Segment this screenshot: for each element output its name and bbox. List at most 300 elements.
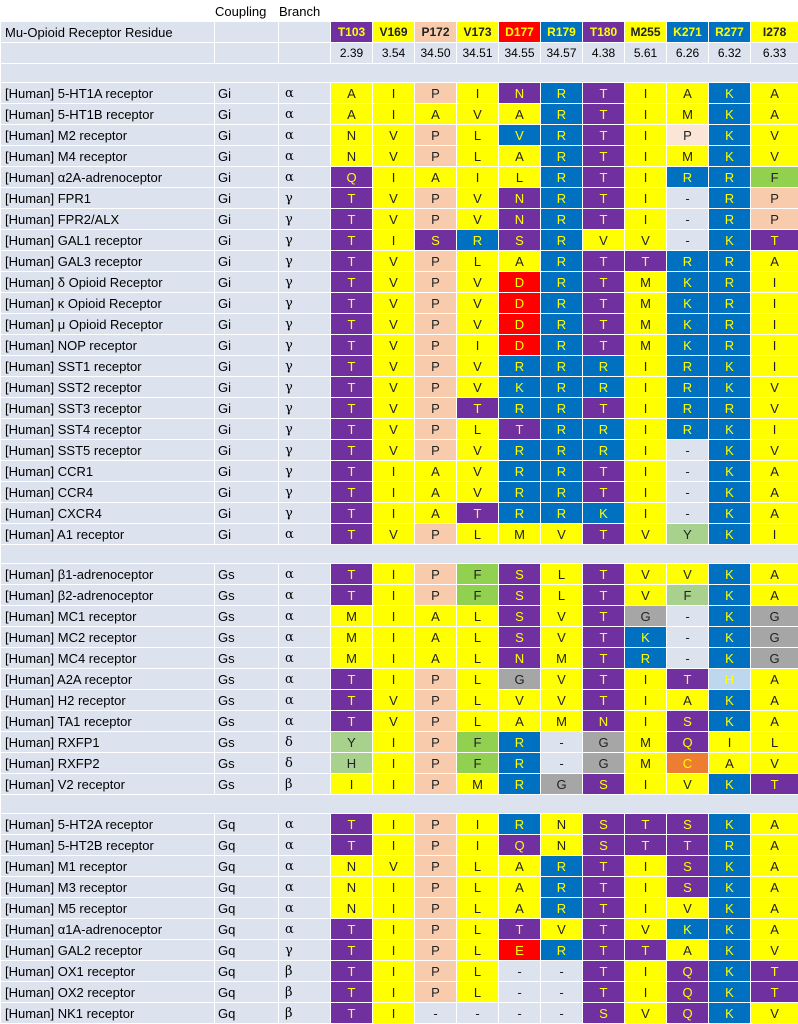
residue-cell: C <box>667 753 709 774</box>
residue-cell: S <box>583 814 625 835</box>
residue-cell: N <box>331 898 373 919</box>
branch-value: γ <box>279 356 331 377</box>
residue-cell: A <box>667 940 709 961</box>
residue-cell: T <box>331 982 373 1003</box>
residue-cell: I <box>751 524 798 545</box>
residue-cell: R <box>667 398 709 419</box>
residue-cell: S <box>499 627 541 648</box>
residue-cell: P <box>667 125 709 146</box>
coupling-value: Gi <box>215 356 279 377</box>
residue-cell: L <box>457 877 499 898</box>
residue-cell: F <box>751 167 798 188</box>
residue-cell: M <box>331 627 373 648</box>
branch-value: δ <box>279 732 331 753</box>
residue-cell: T <box>331 711 373 732</box>
branch-value: α <box>279 648 331 669</box>
residue-cell: A <box>331 83 373 104</box>
residue-cell: I <box>373 461 415 482</box>
residue-cell: K <box>709 230 751 251</box>
residue-cell: N <box>331 877 373 898</box>
residue-cell: T <box>583 898 625 919</box>
receptor-name: [Human] NOP receptor <box>1 335 215 356</box>
residue-cell: M <box>541 648 583 669</box>
residue-cell: V <box>457 104 499 125</box>
residue-cell: P <box>415 564 457 585</box>
residue-cell: L <box>457 669 499 690</box>
residue-cell: V <box>625 585 667 606</box>
residue-cell: I <box>625 690 667 711</box>
receptor-row <box>1 419 798 440</box>
residue-cell: K <box>709 711 751 732</box>
receptor-row <box>1 314 798 335</box>
residue-cell: A <box>751 83 798 104</box>
residue-cell: P <box>415 732 457 753</box>
receptor-row <box>1 524 798 545</box>
residue-cell: L <box>457 940 499 961</box>
residue-cell: I <box>625 877 667 898</box>
residue-cell: N <box>331 146 373 167</box>
residue-cell: K <box>667 335 709 356</box>
residue-cell: N <box>541 814 583 835</box>
residue-cell: P <box>415 753 457 774</box>
residue-cell: I <box>373 482 415 503</box>
residue-cell: A <box>751 461 798 482</box>
coupling-value: Gs <box>215 711 279 732</box>
receptor-name: [Human] 5-HT1B receptor <box>1 104 215 125</box>
residue-cell: P <box>415 774 457 795</box>
receptor-row <box>1 606 798 627</box>
residue-cell: T <box>583 314 625 335</box>
group-spacer <box>1 64 798 83</box>
residue-cell: - <box>667 461 709 482</box>
coupling-value: Gs <box>215 732 279 753</box>
residue-cell: N <box>331 856 373 877</box>
residue-cell: M <box>331 606 373 627</box>
residue-cell: A <box>415 167 457 188</box>
residue-cell: T <box>583 648 625 669</box>
residue-cell: V <box>373 398 415 419</box>
residue-cell: T <box>331 419 373 440</box>
residue-cell: G <box>499 669 541 690</box>
residue-cell: P <box>415 669 457 690</box>
coupling-header: Coupling <box>215 1 279 22</box>
coupling-value: Gi <box>215 167 279 188</box>
receptor-name: [Human] FPR1 <box>1 188 215 209</box>
residue-cell: K <box>583 503 625 524</box>
residue-cell: K <box>709 606 751 627</box>
residue-cell: L <box>457 856 499 877</box>
coupling-value: Gi <box>215 419 279 440</box>
residue-cell: R <box>709 272 751 293</box>
residue-cell: K <box>709 982 751 1003</box>
coupling-value: Gq <box>215 982 279 1003</box>
residue-cell: I <box>751 272 798 293</box>
residue-cell: M <box>667 104 709 125</box>
residue-cell: T <box>457 503 499 524</box>
receptor-row <box>1 293 798 314</box>
residue-cell: T <box>331 524 373 545</box>
residue-cell: V <box>751 1003 798 1024</box>
residue-cell: P <box>415 711 457 732</box>
residue-cell: I <box>373 919 415 940</box>
receptor-name: [Human] M4 receptor <box>1 146 215 167</box>
residue-cell: S <box>499 585 541 606</box>
branch-value: α <box>279 146 331 167</box>
residue-cell: P <box>415 814 457 835</box>
residue-cell: R <box>457 230 499 251</box>
residue-cell: Q <box>499 835 541 856</box>
residue-cell: A <box>415 482 457 503</box>
residue-cell: T <box>499 419 541 440</box>
residue-cell: V <box>541 919 583 940</box>
residue-cell: R <box>541 398 583 419</box>
coupling-value: Gi <box>215 230 279 251</box>
residue-cell: T <box>331 585 373 606</box>
residue-cell: V <box>373 188 415 209</box>
residue-cell: I <box>625 982 667 1003</box>
residue-cell: I <box>373 627 415 648</box>
residue-cell: I <box>457 83 499 104</box>
residue-cell: V <box>541 524 583 545</box>
residue-cell: A <box>709 753 751 774</box>
residue-cell: T <box>583 104 625 125</box>
coupling-value: Gi <box>215 524 279 545</box>
branch-header: Branch <box>279 1 331 22</box>
residue-cell: N <box>499 209 541 230</box>
residue-cell: I <box>625 209 667 230</box>
coupling-value: Gi <box>215 272 279 293</box>
branch-value: β <box>279 1003 331 1024</box>
residue-cell: I <box>457 167 499 188</box>
residue-cell: M <box>625 753 667 774</box>
residue-cell: - <box>499 961 541 982</box>
receptor-row <box>1 146 798 167</box>
residue-cell: I <box>625 503 667 524</box>
residue-cell: S <box>499 230 541 251</box>
residue-cell: Q <box>667 961 709 982</box>
coupling-value: Gs <box>215 774 279 795</box>
residue-cell: I <box>751 419 798 440</box>
receptor-row <box>1 209 798 230</box>
receptor-name: [Human] A1 receptor <box>1 524 215 545</box>
residue-cell: S <box>667 814 709 835</box>
residue-cell: R <box>709 314 751 335</box>
residue-cell: S <box>415 230 457 251</box>
residue-cell: T <box>583 564 625 585</box>
residue-label: T180 <box>583 22 625 43</box>
residue-cell: R <box>541 482 583 503</box>
receptor-row <box>1 356 798 377</box>
residue-cell: T <box>583 982 625 1003</box>
receptor-name: [Human] OX2 receptor <box>1 982 215 1003</box>
residue-number: 2.39 <box>331 43 373 64</box>
residue-cell: T <box>331 398 373 419</box>
residue-cell: K <box>709 419 751 440</box>
residue-cell: M <box>625 293 667 314</box>
branch-value: α <box>279 856 331 877</box>
residue-cell: R <box>499 732 541 753</box>
residue-cell: V <box>541 669 583 690</box>
branch-value: γ <box>279 503 331 524</box>
coupling-value: Gq <box>215 835 279 856</box>
residue-cell: S <box>667 856 709 877</box>
branch-value: α <box>279 711 331 732</box>
residue-cell: A <box>415 503 457 524</box>
residue-cell: I <box>331 774 373 795</box>
residue-cell: V <box>751 753 798 774</box>
receptor-name: [Human] 5-HT2B receptor <box>1 835 215 856</box>
residue-cell: R <box>499 440 541 461</box>
residue-cell: L <box>457 648 499 669</box>
residue-cell: A <box>751 669 798 690</box>
residue-cell: P <box>415 856 457 877</box>
branch-value: γ <box>279 335 331 356</box>
residue-cell: R <box>667 377 709 398</box>
residue-cell: V <box>541 690 583 711</box>
residue-cell: P <box>415 293 457 314</box>
residue-cell: G <box>583 732 625 753</box>
residue-label: R179 <box>541 22 583 43</box>
residue-cell: Q <box>667 1003 709 1024</box>
branch-value: α <box>279 814 331 835</box>
residue-cell: T <box>331 919 373 940</box>
receptor-name: [Human] CCR4 <box>1 482 215 503</box>
receptor-row <box>1 335 798 356</box>
residue-cell: R <box>541 167 583 188</box>
residue-cell: P <box>415 125 457 146</box>
residue-cell: A <box>751 503 798 524</box>
receptor-name: [Human] SST1 receptor <box>1 356 215 377</box>
residue-cell: T <box>583 961 625 982</box>
residue-cell: T <box>583 919 625 940</box>
residue-cell: K <box>667 919 709 940</box>
residue-cell: K <box>709 440 751 461</box>
residue-cell: R <box>541 461 583 482</box>
residue-cell: K <box>709 856 751 877</box>
residue-cell: T <box>499 919 541 940</box>
receptor-row <box>1 188 798 209</box>
residue-cell: T <box>751 774 798 795</box>
residue-cell: R <box>541 898 583 919</box>
coupling-value: Gq <box>215 940 279 961</box>
residue-cell: M <box>667 146 709 167</box>
residue-cell: V <box>751 146 798 167</box>
residue-cell: A <box>751 482 798 503</box>
residue-cell: T <box>331 482 373 503</box>
residue-cell: D <box>499 314 541 335</box>
receptor-row <box>1 83 798 104</box>
residue-cell: S <box>667 711 709 732</box>
residue-cell: K <box>499 377 541 398</box>
residue-cell: I <box>373 835 415 856</box>
residue-cell: M <box>499 524 541 545</box>
residue-cell: P <box>415 209 457 230</box>
residue-cell: R <box>667 251 709 272</box>
coupling-value: Gi <box>215 251 279 272</box>
coupling-value: Gs <box>215 753 279 774</box>
residue-cell: D <box>499 335 541 356</box>
receptor-name: [Human] MC2 receptor <box>1 627 215 648</box>
residue-cell: I <box>373 585 415 606</box>
receptor-name: [Human] 5-HT1A receptor <box>1 83 215 104</box>
residue-cell: A <box>415 627 457 648</box>
residue-cell: A <box>499 251 541 272</box>
residue-cell: P <box>415 356 457 377</box>
residue-cell: R <box>709 835 751 856</box>
coupling-value: Gq <box>215 856 279 877</box>
residue-cell: N <box>583 711 625 732</box>
branch-value: γ <box>279 440 331 461</box>
residue-cell: T <box>625 814 667 835</box>
residue-cell: R <box>541 272 583 293</box>
residue-label: P172 <box>415 22 457 43</box>
residue-cell: A <box>499 711 541 732</box>
branch-value: γ <box>279 293 331 314</box>
residue-cell: R <box>709 251 751 272</box>
residue-cell: P <box>415 982 457 1003</box>
residue-cell: A <box>499 856 541 877</box>
receptor-name: [Human] OX1 receptor <box>1 961 215 982</box>
residue-cell: K <box>709 898 751 919</box>
branch-value: γ <box>279 251 331 272</box>
residue-cell: P <box>415 585 457 606</box>
group-spacer <box>1 795 798 814</box>
residue-cell: L <box>499 167 541 188</box>
residue-cell: V <box>751 440 798 461</box>
residue-header: Mu-Opioid Receptor Residue <box>1 22 215 43</box>
residue-cell: M <box>541 711 583 732</box>
residue-cell: A <box>751 814 798 835</box>
coupling-value: Gi <box>215 482 279 503</box>
receptor-name: [Human] RXFP2 <box>1 753 215 774</box>
coupling-value: Gi <box>215 125 279 146</box>
branch-value: γ <box>279 398 331 419</box>
residue-cell: I <box>373 898 415 919</box>
residue-cell: - <box>541 753 583 774</box>
residue-cell: M <box>457 774 499 795</box>
receptor-row <box>1 898 798 919</box>
residue-cell: A <box>499 104 541 125</box>
branch-value: α <box>279 690 331 711</box>
residue-cell: L <box>457 919 499 940</box>
residue-cell: T <box>583 524 625 545</box>
residue-label: T103 <box>331 22 373 43</box>
receptor-rows <box>1 64 798 1024</box>
receptor-name: [Human] δ Opioid Receptor <box>1 272 215 293</box>
residue-cell: K <box>709 690 751 711</box>
residue-cell: I <box>751 293 798 314</box>
residue-cell: V <box>373 314 415 335</box>
residue-cell: V <box>373 377 415 398</box>
residue-cell: I <box>625 856 667 877</box>
branch-value: α <box>279 125 331 146</box>
residue-cell: V <box>373 335 415 356</box>
branch-value: γ <box>279 419 331 440</box>
receptor-name: [Human] RXFP1 <box>1 732 215 753</box>
residue-cell: V <box>373 146 415 167</box>
receptor-row <box>1 669 798 690</box>
residue-cell: T <box>583 146 625 167</box>
residue-cell: - <box>667 440 709 461</box>
receptor-row <box>1 856 798 877</box>
residue-number: 5.61 <box>625 43 667 64</box>
coupling-value: Gi <box>215 293 279 314</box>
coupling-value: Gi <box>215 503 279 524</box>
residue-cell: R <box>499 398 541 419</box>
residue-cell: R <box>709 335 751 356</box>
residue-cell: N <box>331 125 373 146</box>
receptor-name: [Human] FPR2/ALX <box>1 209 215 230</box>
receptor-row <box>1 690 798 711</box>
residue-cell: R <box>541 188 583 209</box>
residue-cell: N <box>499 648 541 669</box>
residue-number: 6.26 <box>667 43 709 64</box>
residue-cell: L <box>457 419 499 440</box>
residue-cell: T <box>583 461 625 482</box>
residue-cell: I <box>373 877 415 898</box>
coupling-value: Gs <box>215 585 279 606</box>
residue-cell: I <box>373 230 415 251</box>
residue-cell: P <box>415 961 457 982</box>
residue-label: V173 <box>457 22 499 43</box>
residue-cell: K <box>709 482 751 503</box>
receptor-row <box>1 835 798 856</box>
residue-cell: T <box>457 398 499 419</box>
residue-cell: K <box>709 877 751 898</box>
residue-cell: A <box>667 83 709 104</box>
residue-cell: R <box>541 146 583 167</box>
residue-cell: V <box>625 1003 667 1024</box>
residue-cell: R <box>499 482 541 503</box>
residue-cell: R <box>583 377 625 398</box>
residue-cell: S <box>583 774 625 795</box>
residue-cell: Q <box>667 982 709 1003</box>
residue-cell: R <box>625 648 667 669</box>
residue-cell: P <box>415 188 457 209</box>
residue-cell: P <box>415 377 457 398</box>
residue-cell: T <box>583 125 625 146</box>
residue-number: 4.38 <box>583 43 625 64</box>
residue-cell: R <box>709 188 751 209</box>
residue-cell: R <box>499 774 541 795</box>
residue-cell: L <box>541 564 583 585</box>
receptor-name: [Human] κ Opioid Receptor <box>1 293 215 314</box>
residue-cell: K <box>709 940 751 961</box>
residue-label: D177 <box>499 22 541 43</box>
branch-value: γ <box>279 482 331 503</box>
residue-cell: T <box>583 335 625 356</box>
residue-cell: L <box>541 585 583 606</box>
residue-cell: - <box>541 961 583 982</box>
receptor-row <box>1 461 798 482</box>
residue-cell: R <box>667 356 709 377</box>
residue-cell: I <box>373 961 415 982</box>
branch-value: δ <box>279 753 331 774</box>
residue-cell: - <box>667 627 709 648</box>
residue-cell: K <box>709 648 751 669</box>
residue-cell: I <box>625 419 667 440</box>
residue-cell: T <box>583 251 625 272</box>
residue-cell: L <box>457 898 499 919</box>
header-row-residues <box>1 22 798 43</box>
residue-cell: V <box>373 419 415 440</box>
residue-cell: T <box>331 461 373 482</box>
residue-cell: T <box>583 585 625 606</box>
residue-cell: Y <box>331 732 373 753</box>
residue-cell: R <box>667 167 709 188</box>
residue-cell: T <box>583 606 625 627</box>
branch-value: α <box>279 104 331 125</box>
